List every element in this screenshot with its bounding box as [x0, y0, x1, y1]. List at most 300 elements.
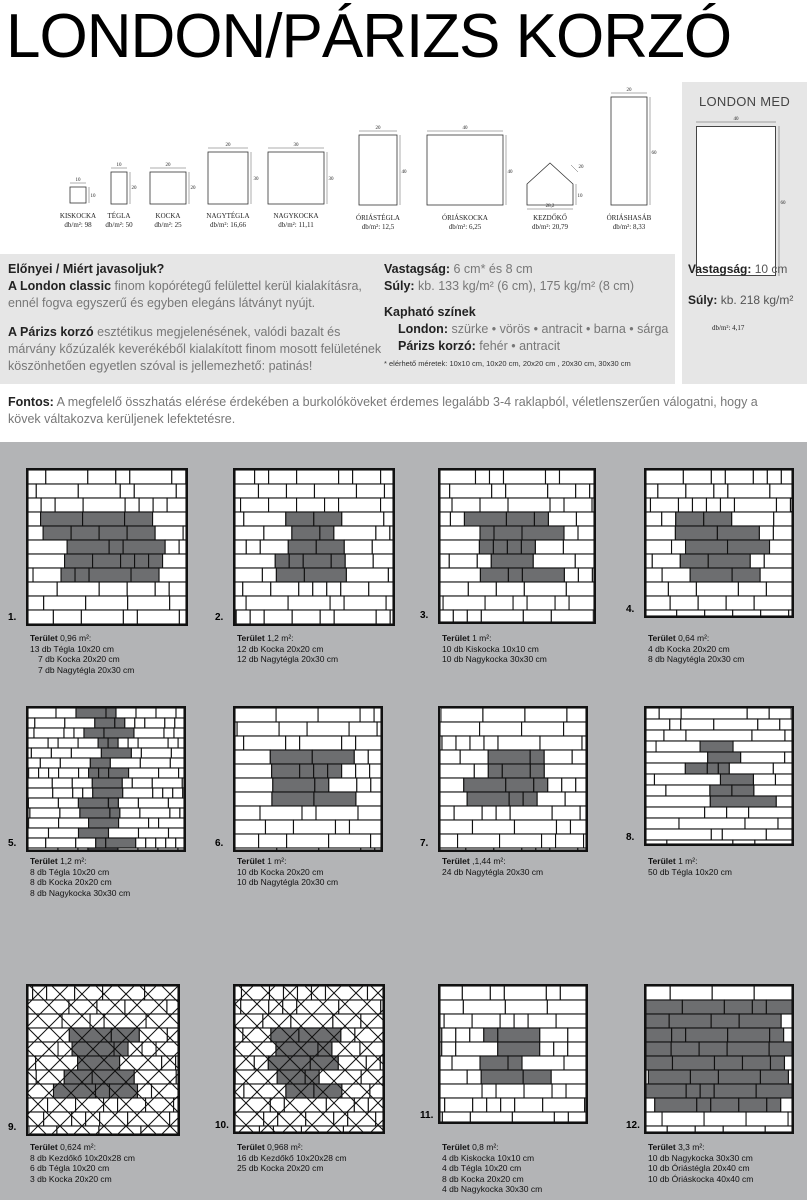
paver-tile: [59, 768, 79, 778]
paver-tile: [28, 554, 65, 568]
fontos-note: Fontos: A megfelelő összhatás elérése érdekében a burkolóköveket érdemes legalább 3-4 raklapból, véletlenszerűen válogatni, hogy a kövek váltakozva kerüljenek lefektetésre.: [8, 395, 758, 426]
paver-tile: [522, 1056, 564, 1070]
paver-tile: [58, 798, 78, 808]
paver-tile: [778, 818, 792, 829]
paver-tile: [440, 986, 462, 1000]
pattern-2: [215, 468, 395, 698]
paver-tile: [341, 582, 369, 596]
paver-tile: [566, 1084, 586, 1098]
shape-oriaskocka: [427, 135, 503, 205]
paver-tile: [692, 498, 706, 512]
paver-tile: [89, 768, 99, 778]
advantages-p1: A London classic finom kopórétegű felülettel kerül kialakításra, ennél fogva egyszerű és egyben elegáns látványt nyújt.: [8, 279, 362, 310]
paver-tile: [176, 708, 184, 718]
paver-tile: [342, 764, 356, 778]
paver-tile: [64, 728, 74, 738]
paver-tile: [28, 778, 52, 788]
paver-tile: [454, 806, 482, 820]
paver-tile: [367, 986, 383, 1000]
paver-tile: [766, 582, 792, 596]
pattern-line: 10 db Kiskocka 10x10 cm: [442, 643, 539, 654]
paver-tile: [485, 596, 513, 610]
paver-tile: [64, 1070, 92, 1084]
paver-tile: [75, 568, 89, 582]
svg-text:20: 20: [225, 143, 231, 148]
paver-tile: [507, 540, 521, 554]
paver-tile: [699, 1042, 727, 1056]
paver-tile: [672, 540, 686, 554]
paver-tile: [60, 808, 80, 818]
paver-tile: [750, 554, 764, 568]
paver-tile: [681, 708, 747, 719]
paver-tile: [646, 610, 677, 616]
paver-tile: [375, 848, 381, 850]
paver-tile: [297, 498, 325, 512]
pattern-line: 16 db Kezdőkő 10x20x28 cm: [237, 1152, 347, 1163]
paver-tile: [83, 498, 125, 512]
paver-tile: [260, 540, 288, 554]
paver-tile: [334, 610, 376, 624]
paver-tile: [28, 838, 46, 848]
pattern-line: 24 db Nagytégla 20x30 cm: [442, 866, 544, 877]
paver-tile: [500, 834, 542, 848]
london-colors: London: szürke • vörös • antracit • barna • sárga: [398, 322, 669, 336]
paver-tile: [556, 834, 584, 848]
paver-tile: [670, 596, 698, 610]
paver-tile: [137, 610, 179, 624]
paver-tile: [480, 1056, 508, 1070]
paver-tile: [646, 785, 666, 796]
paver-tile: [671, 1042, 699, 1056]
paver-tile: [28, 582, 57, 596]
paver-tile: [299, 582, 313, 596]
paver-tile: [110, 1084, 138, 1098]
paver-tile: [480, 526, 494, 540]
paver-tile: [666, 785, 710, 796]
paver-tile: [717, 526, 759, 540]
paver-tile: [467, 610, 481, 622]
paver-tile: [163, 554, 186, 568]
paver-tile: [307, 722, 349, 736]
pattern-10: [215, 984, 395, 1200]
paver-tile: [498, 1042, 540, 1056]
paver-tile: [540, 1042, 554, 1056]
pattern-diagram: [26, 984, 180, 1136]
paver-tile: [524, 582, 566, 596]
pattern-line: 6 db Tégla 10x20 cm: [30, 1163, 110, 1173]
shape-label-tegla: TÉGLA db/m²: 50: [105, 212, 133, 229]
paver-tile: [373, 554, 393, 568]
paver-tile: [277, 848, 319, 850]
paver-tile: [710, 785, 732, 796]
paver-tile: [58, 848, 78, 850]
paver-tile: [533, 554, 575, 568]
paver-tile: [472, 1014, 500, 1028]
paver-tile: [28, 1070, 36, 1084]
paver-tile: [235, 554, 275, 568]
paver-tile: [483, 708, 525, 722]
paver-tile: [646, 774, 654, 785]
paver-tile: [677, 610, 705, 616]
paver-tile: [49, 768, 59, 778]
paver-tile: [33, 568, 61, 582]
paver-tile: [29, 818, 59, 828]
paver-tile: [163, 788, 173, 798]
paver-tile: [310, 1056, 338, 1070]
paver-tile: [127, 526, 155, 540]
paver-tile: [255, 470, 269, 484]
paver-tile: [456, 1028, 470, 1042]
paver-tile: [61, 568, 75, 582]
paver-tile: [650, 498, 678, 512]
paver-tile: [235, 708, 276, 722]
paver-tile: [60, 758, 90, 768]
paver-tile: [480, 568, 508, 582]
paver-tile: [376, 526, 390, 540]
paver-tile: [513, 596, 527, 610]
paver-tile: [460, 750, 488, 764]
paver-tile: [264, 1112, 278, 1126]
paver-tile: [76, 708, 106, 718]
paver-tile: [481, 610, 523, 622]
pattern-number: 1.: [8, 612, 17, 623]
pattern-description: Terület ,1,44 m²: 24 db Nagytégla 20x30 cm: [442, 856, 544, 877]
advantages-heading: Előnyei / Miért javasoljuk?: [8, 262, 165, 276]
paver-tile: [108, 798, 118, 808]
paver-tile: [711, 1098, 739, 1112]
paver-tile: [28, 484, 36, 498]
paver-tile: [168, 798, 184, 808]
paver-tile: [453, 610, 467, 622]
paver-tile: [496, 806, 510, 820]
paver-tile: [732, 785, 754, 796]
paver-tile: [440, 722, 480, 736]
paver-tile: [646, 719, 670, 730]
paver-tile: [149, 818, 159, 828]
paver-tile: [123, 540, 165, 554]
paver-tile: [273, 778, 315, 792]
paver-tile: [291, 1014, 333, 1028]
paver-tile: [548, 778, 562, 792]
paver-tile: [774, 512, 792, 526]
pattern-7: [420, 706, 600, 936]
paver-tile: [139, 498, 153, 512]
paver-tile: [235, 834, 259, 848]
paver-tile: [712, 986, 754, 1000]
paver-tile: [153, 498, 167, 512]
paver-tile: [766, 1000, 792, 1014]
paver-tile: [521, 540, 535, 554]
paver-tile: [690, 568, 732, 582]
paver-tile: [121, 554, 135, 568]
paver-tile: [720, 498, 734, 512]
paver-tile: [275, 554, 289, 568]
paver-tile: [146, 1014, 178, 1028]
paver-tile: [320, 526, 334, 540]
paver-tile: [28, 708, 56, 718]
paver-tile: [733, 741, 792, 752]
shape-nagytegla: [208, 152, 248, 204]
paver-tile: [354, 750, 368, 764]
page-title: LONDON/PÁRIZS KORZÓ: [6, 2, 732, 71]
paver-tile: [769, 708, 791, 719]
paver-tile: [128, 738, 138, 748]
pattern-diagram: [233, 706, 383, 852]
paver-tile: [241, 498, 269, 512]
paver-tile: [770, 484, 792, 498]
paver-tile: [568, 1042, 586, 1056]
paver-tile: [388, 568, 393, 582]
paver-tile: [353, 470, 381, 484]
pattern-diagram: [644, 468, 794, 618]
paver-tile: [484, 1028, 498, 1042]
pattern-diagram: [644, 706, 794, 846]
paver-tile: [585, 1098, 586, 1112]
specs-text: [384, 261, 674, 369]
paver-tile: [732, 568, 760, 582]
shape-label-kezdoko: KEZDŐKŐ db/m²: 20,79: [532, 214, 568, 231]
paver-tile: [506, 778, 534, 792]
paver-tile: [235, 820, 265, 834]
paver-tile: [272, 792, 314, 806]
paver-tile: [118, 738, 128, 748]
paver-tile: [550, 498, 564, 512]
paver-tile: [464, 778, 506, 792]
paver-tile: [176, 1070, 178, 1084]
paver-tile: [700, 1084, 714, 1098]
paver-tile: [356, 792, 381, 806]
paver-tile: [714, 719, 758, 730]
paver-tile: [658, 484, 686, 498]
pattern-12: [626, 984, 806, 1200]
paver-tile: [41, 498, 55, 512]
paver-tile: [440, 540, 479, 554]
paver-tile: [746, 1112, 788, 1126]
svg-text:20: 20: [375, 126, 381, 131]
paver-tile: [265, 820, 293, 834]
paver-tile: [73, 788, 83, 798]
paver-tile: [264, 526, 292, 540]
paver-tile: [109, 828, 139, 838]
paver-tile: [125, 512, 153, 526]
paver-tile: [646, 484, 658, 498]
paver-tile: [381, 470, 393, 484]
paver-tile: [781, 470, 792, 484]
paver-tile: [440, 792, 467, 806]
paver-tile: [128, 596, 170, 610]
paver-tile: [361, 848, 375, 850]
paver-tile: [279, 722, 307, 736]
paver-tile: [512, 1112, 554, 1122]
pattern-line: 7 db Nagytégla 20x30 cm: [38, 664, 135, 675]
svg-text:10: 10: [90, 194, 96, 199]
paver-tile: [742, 1056, 770, 1070]
pattern-number: 11.: [420, 1110, 434, 1121]
paver-tile: [175, 718, 184, 728]
paver-tile: [183, 526, 186, 540]
paver-tile: [356, 484, 384, 498]
paver-tile: [646, 818, 679, 829]
paver-tile: [646, 840, 667, 844]
paver-tile: [686, 1028, 728, 1042]
paver-tile: [138, 738, 168, 748]
paver-tile: [470, 1028, 484, 1042]
paver-tile: [556, 1014, 586, 1028]
paver-tile: [554, 1112, 568, 1122]
paver-tile: [236, 610, 250, 624]
paver-tile: [753, 774, 775, 785]
pattern-line: 10 db Nagykocka 30x30 cm: [442, 654, 547, 664]
paver-tile: [59, 818, 89, 828]
paver-tile: [646, 540, 672, 554]
paver-tile: [464, 512, 506, 526]
paver-tile: [235, 778, 273, 792]
paver-tile: [440, 1014, 444, 1028]
paver-tile: [440, 568, 480, 582]
paver-tile: [760, 1070, 788, 1084]
pattern-4: [626, 468, 806, 698]
paver-tile: [566, 582, 594, 596]
london-med-dbm: db/m²: 4,17: [712, 324, 745, 332]
pattern-line: 7 db Kocka 20x20 cm: [38, 654, 120, 664]
paver-tile: [78, 484, 120, 498]
paver-tile: [86, 596, 128, 610]
paver-tile: [93, 788, 123, 798]
paver-tile: [442, 1112, 470, 1122]
paver-tile: [106, 708, 116, 718]
paver-tile: [52, 778, 72, 788]
paver-tile: [667, 1126, 695, 1132]
paver-tile: [235, 582, 243, 596]
paver-tile: [262, 568, 276, 582]
paver-tile: [440, 778, 464, 792]
paver-tile: [449, 554, 477, 568]
paver-tile: [254, 1056, 268, 1070]
advantages-text: [8, 261, 383, 375]
paver-tile: [368, 750, 381, 764]
paver-tile: [370, 764, 381, 778]
paver-tile: [354, 1098, 368, 1112]
paver-tile: [28, 1098, 48, 1112]
paver-tile: [74, 728, 84, 738]
paver-tile: [456, 736, 470, 750]
paver-tile: [46, 838, 76, 848]
paver-tile: [776, 498, 790, 512]
paver-tile: [344, 540, 372, 554]
paver-tile: [56, 708, 76, 718]
paver-tile: [575, 554, 594, 568]
paver-tile: [458, 834, 500, 848]
paver-tile: [243, 582, 271, 596]
pattern-description: Terület 1 m²: 10 db Kocka 20x20 cm 10 db Nagytégla 20x30 cm: [237, 856, 339, 887]
paver-tile: [158, 848, 178, 850]
paver-tile: [346, 568, 388, 582]
paver-tile: [287, 834, 329, 848]
paver-tile: [78, 738, 98, 748]
paver-tile: [376, 610, 390, 624]
paver-tile: [686, 730, 752, 741]
paver-tile: [555, 596, 569, 610]
paver-tile: [790, 498, 792, 512]
pattern-description: Terület 0,624 m²: 8 db Kezdőkő 10x20x28 cm 6 db Tégla 10x20 cm 3 db Kocka 20x20 cm: [30, 1142, 135, 1184]
paver-tile: [169, 828, 184, 838]
paver-tile: [698, 596, 726, 610]
paver-tile: [646, 1126, 667, 1132]
paver-tile: [270, 1098, 284, 1112]
paver-tile: [235, 750, 270, 764]
paver-tile: [41, 512, 83, 526]
paver-tile: [668, 582, 696, 596]
paver-tile: [269, 986, 283, 1000]
paver-tile: [390, 526, 393, 540]
paver-tile: [456, 1042, 498, 1056]
paver-tile: [547, 1000, 586, 1014]
paver-tile: [89, 568, 131, 582]
paver-tile: [90, 758, 110, 768]
svg-text:40: 40: [401, 170, 407, 175]
paver-tile: [235, 596, 246, 610]
pattern-description: Terület 1,2 m²: 8 db Tégla 10x20 cm 8 db Kocka 20x20 cm 8 db Nagykocka 30x30 cm: [30, 856, 131, 898]
paver-tile: [178, 738, 184, 748]
paver-tile: [714, 1084, 756, 1098]
paver-tile: [174, 728, 184, 738]
paver-tile: [440, 750, 460, 764]
paver-tile: [681, 719, 714, 730]
info-panel: [0, 254, 675, 384]
paver-tile: [440, 484, 450, 498]
paver-tile: [747, 708, 769, 719]
paver-tile: [371, 834, 381, 848]
paver-tile: [28, 540, 67, 554]
paver-tile: [781, 1098, 792, 1112]
paver-tile: [159, 568, 186, 582]
paver-tile: [564, 498, 592, 512]
paver-tile: [115, 718, 125, 728]
paver-tile: [319, 848, 361, 850]
paver-tile: [390, 610, 393, 624]
paver-tile: [646, 807, 705, 818]
paver-tile: [441, 708, 483, 722]
paver-tile: [39, 768, 49, 778]
paver-tile: [552, 806, 580, 820]
shape-label-kocka: KOCKA db/m²: 25: [154, 212, 182, 229]
pattern-6: [215, 706, 395, 936]
paver-tile: [523, 792, 537, 806]
paver-tile: [672, 1056, 714, 1070]
paver-tile: [564, 722, 586, 736]
paver-tile: [130, 470, 172, 484]
paver-tile: [152, 778, 182, 788]
paver-tile: [288, 596, 330, 610]
paver-tile: [440, 526, 480, 540]
paver-tile: [71, 748, 101, 758]
paver-tile: [493, 540, 507, 554]
paver-tile: [116, 708, 136, 718]
paver-tile: [489, 470, 503, 484]
pattern-description: Terület 0,968 m²: 16 db Kezdőkő 10x20x28 cm 25 db Kocka 20x20 cm: [237, 1142, 347, 1173]
paver-tile: [535, 540, 563, 554]
paver-tile: [131, 748, 141, 758]
paver-tile: [79, 828, 109, 838]
paver-tile: [125, 498, 139, 512]
paver-tile: [784, 1028, 792, 1042]
paver-tile: [138, 798, 168, 808]
paver-tile: [329, 834, 371, 848]
paver-tile: [440, 1084, 482, 1098]
paver-tile: [316, 540, 344, 554]
paver-tile: [139, 1028, 167, 1042]
paver-tile: [667, 840, 733, 844]
